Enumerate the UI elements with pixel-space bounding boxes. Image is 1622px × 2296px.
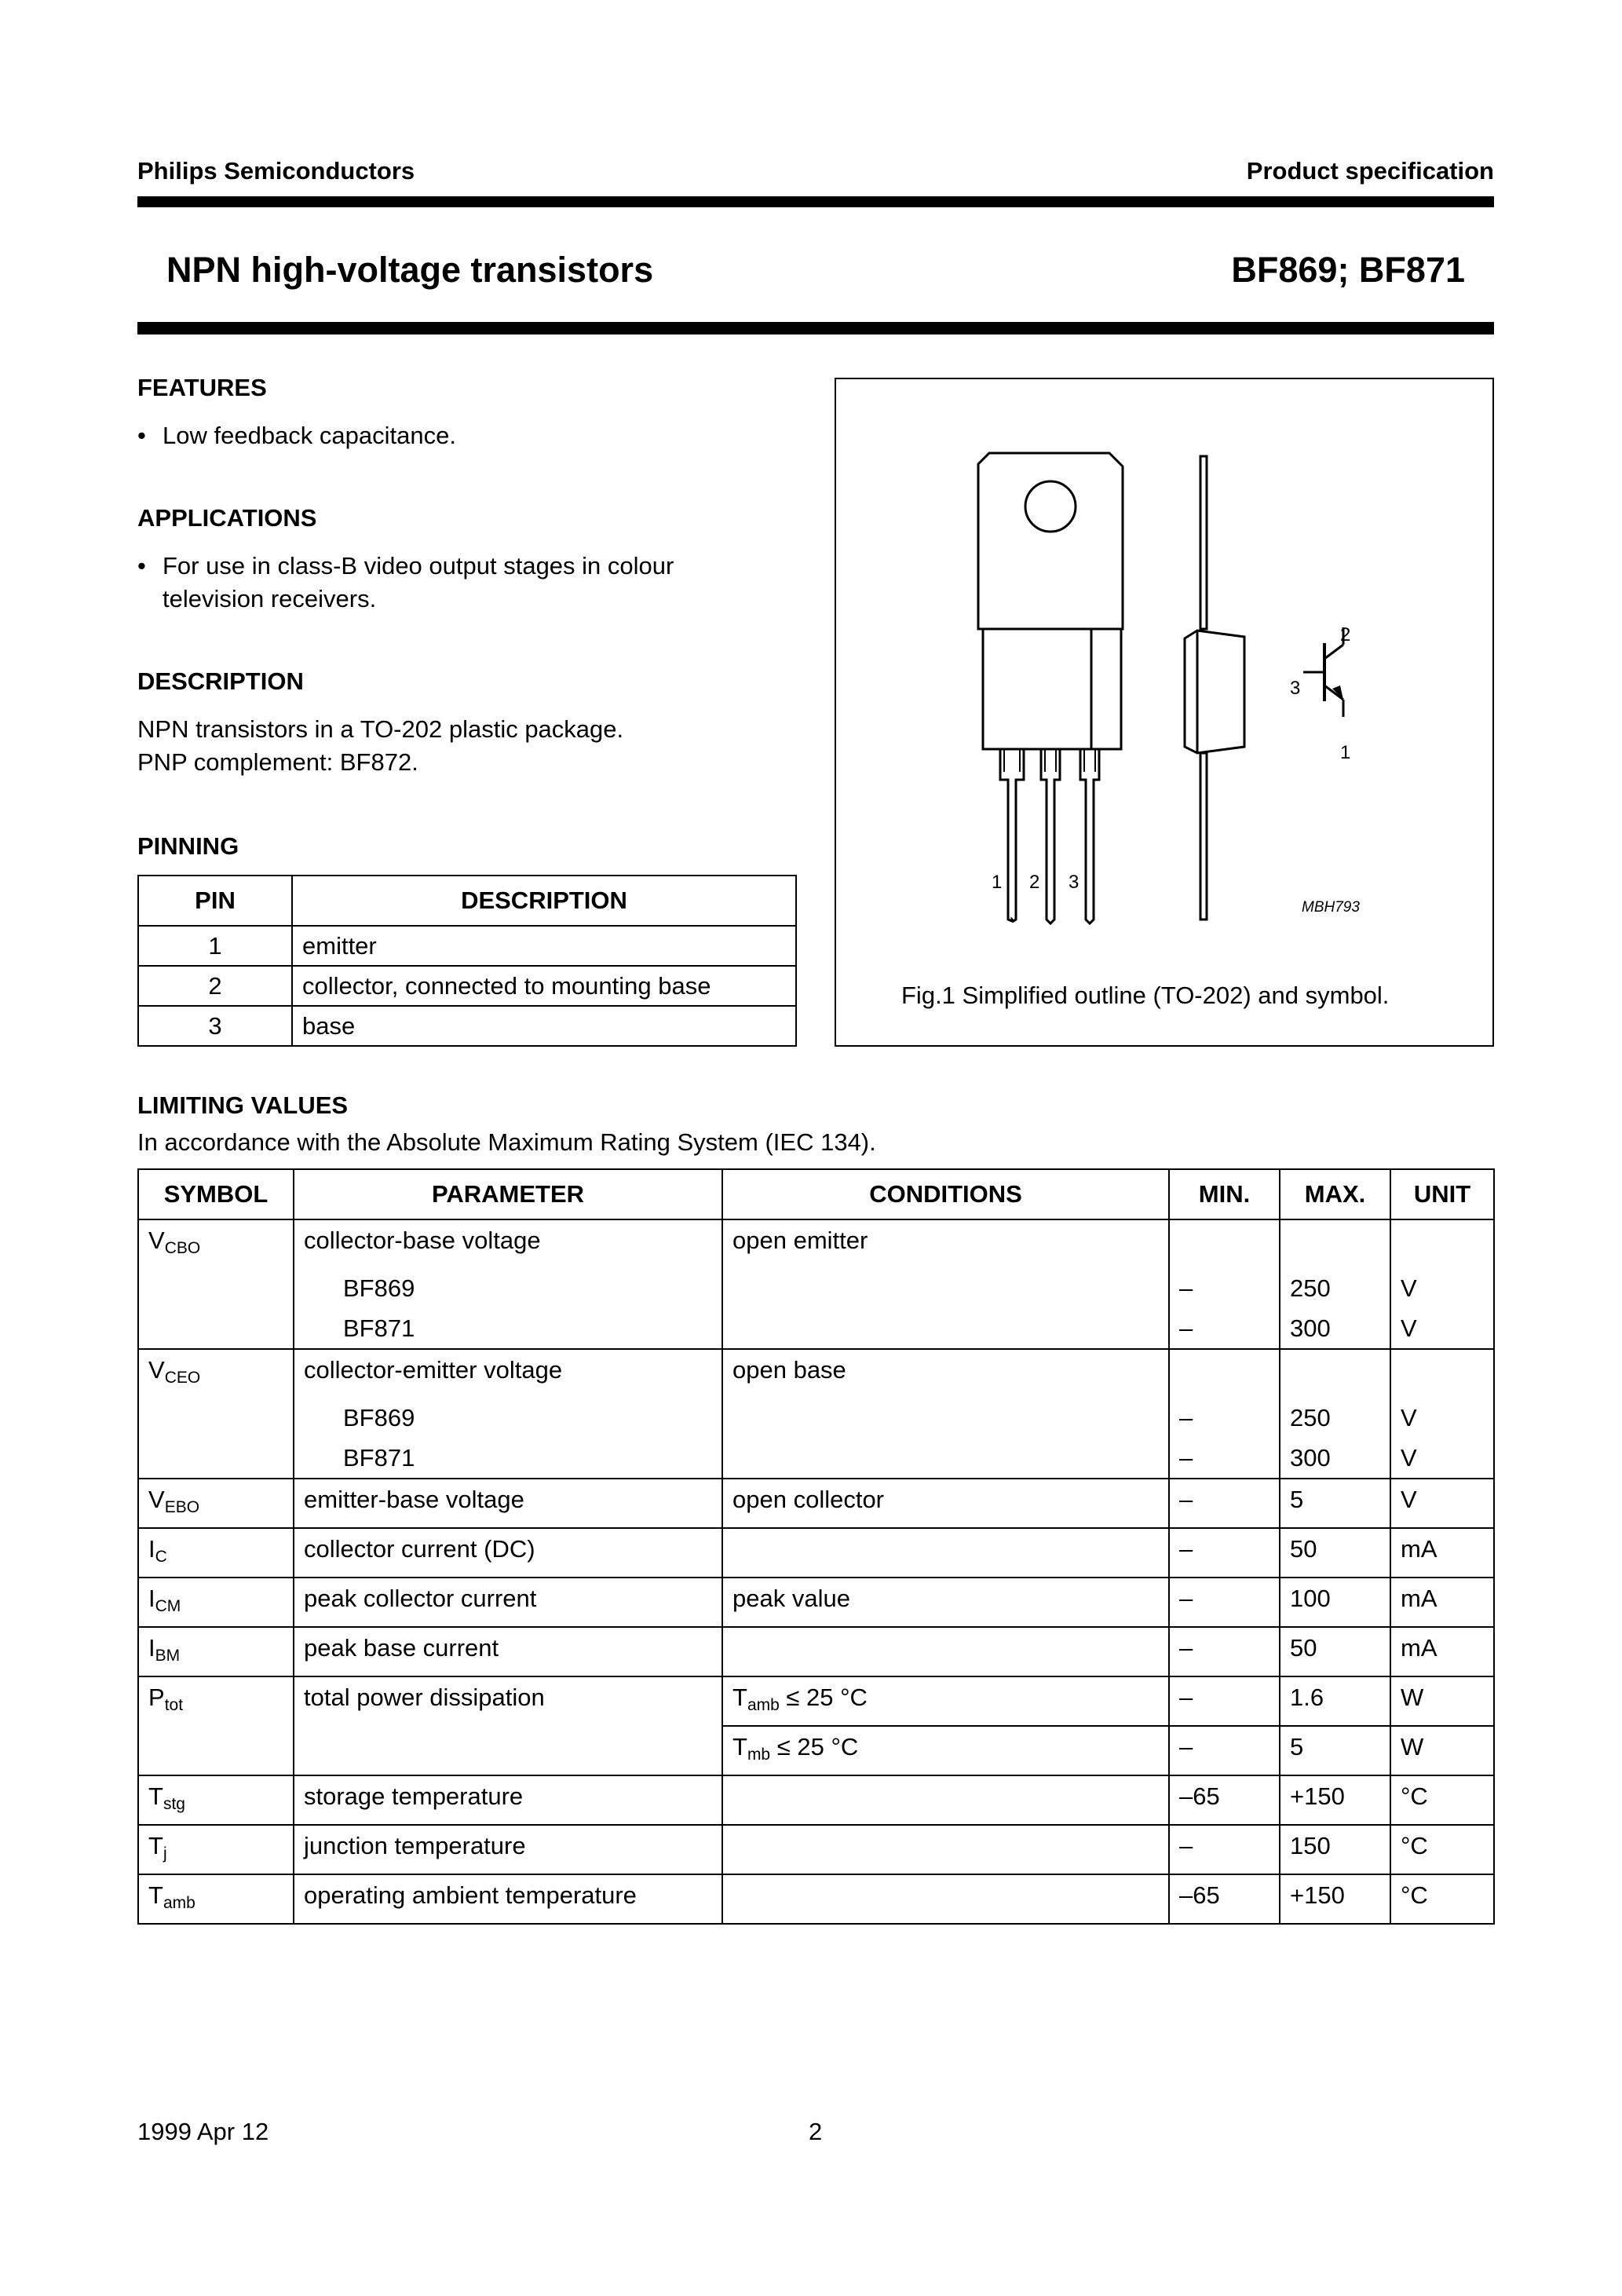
application-text: For use in class-B video output stages in colour television receivers.	[163, 552, 674, 612]
table-row	[138, 1726, 1494, 1775]
parameter-cell: collector-emitter voltage	[294, 1349, 722, 1398]
pin-number: 2	[138, 966, 292, 1006]
limiting-values-intro: In accordance with the Absolute Maximum Rating System (IEC 134).	[137, 1128, 876, 1156]
package-outline-drawing	[835, 378, 1494, 974]
max-cell: +150	[1280, 1874, 1390, 1924]
product-title: NPN high-voltage transistors	[166, 250, 654, 290]
column-header: MAX.	[1280, 1169, 1390, 1219]
unit-cell: V	[1390, 1268, 1494, 1308]
parameter-cell: emitter-base voltage	[294, 1479, 722, 1528]
min-cell: –	[1169, 1825, 1280, 1874]
max-cell: +150	[1280, 1775, 1390, 1825]
bullet-icon: •	[137, 422, 146, 449]
parameter-cell: collector-base voltage	[294, 1219, 722, 1268]
symbol-cell	[138, 1726, 294, 1775]
company-name: Philips Semiconductors	[137, 157, 415, 185]
figure-pin-label: 3	[1069, 872, 1080, 893]
applications-heading: APPLICATIONS	[137, 504, 317, 532]
figure-pin-label: 1	[992, 872, 1003, 893]
table-row	[138, 1874, 1494, 1924]
table-row	[138, 966, 796, 1006]
pin-description: collector, connected to mounting base	[292, 966, 796, 1006]
conditions-cell	[722, 1825, 1169, 1874]
title-rule	[137, 322, 1494, 335]
min-cell: –65	[1169, 1775, 1280, 1825]
conditions-cell	[722, 1308, 1169, 1349]
parameter-cell: peak base current	[294, 1627, 722, 1676]
parameter-cell: operating ambient temperature	[294, 1874, 722, 1924]
figure-caption: Fig.1 Simplified outline (TO-202) and symbol.	[901, 982, 1390, 1009]
unit-cell: V	[1390, 1438, 1494, 1479]
unit-cell: mA	[1390, 1528, 1494, 1578]
table-row	[138, 1006, 796, 1046]
unit-cell: W	[1390, 1726, 1494, 1775]
conditions-cell	[722, 1874, 1169, 1924]
part-numbers: BF869; BF871	[1231, 250, 1465, 290]
header-rule	[137, 196, 1494, 207]
max-cell	[1280, 1219, 1390, 1268]
table-row	[138, 1219, 1494, 1268]
symbol-cell: $V_{EBO}$	[138, 1479, 294, 1528]
conditions-cell	[722, 1438, 1169, 1479]
limiting-values-heading: LIMITING VALUES	[137, 1091, 349, 1119]
max-cell: 1.6	[1280, 1676, 1390, 1726]
column-header: CONDITIONS	[722, 1169, 1169, 1219]
conditions-cell: open emitter	[722, 1219, 1169, 1268]
unit-cell	[1390, 1219, 1494, 1268]
bullet-icon: •	[137, 552, 146, 579]
max-cell: 5	[1280, 1726, 1390, 1775]
symbol-cell	[138, 1398, 294, 1438]
parameter-cell: storage temperature	[294, 1775, 722, 1825]
min-cell: –	[1169, 1528, 1280, 1578]
pin-description: base	[292, 1006, 796, 1046]
symbol-cell: $I_{CM}$	[138, 1578, 294, 1627]
table-row	[138, 1676, 1494, 1726]
symbol-collector-label: 2	[1340, 624, 1351, 645]
symbol-cell: $V_{CBO}$	[138, 1219, 294, 1268]
min-cell: –	[1169, 1398, 1280, 1438]
conditions-cell: peak value	[722, 1578, 1169, 1627]
footer-date: 1999 Apr 12	[137, 2118, 269, 2145]
table-row	[138, 1627, 1494, 1676]
pin-number: 3	[138, 1006, 292, 1046]
document-type: Product specification	[1246, 157, 1494, 185]
symbol-emitter-label: 1	[1340, 742, 1351, 763]
limiting-values-table	[137, 1168, 1495, 1925]
symbol-base-label: 3	[1290, 678, 1301, 699]
unit-cell: W	[1390, 1676, 1494, 1726]
parameter-cell: BF871	[294, 1438, 722, 1479]
max-cell	[1280, 1349, 1390, 1398]
parameter-cell: junction temperature	[294, 1825, 722, 1874]
applications-section	[137, 504, 734, 616]
pinning-heading: PINNING	[137, 832, 239, 860]
parameter-cell: BF871	[294, 1308, 722, 1349]
max-cell: 300	[1280, 1438, 1390, 1479]
min-cell: –65	[1169, 1874, 1280, 1924]
symbol-cell: $T_{stg}$	[138, 1775, 294, 1825]
symbol-cell: $V_{CEO}$	[138, 1349, 294, 1398]
column-header: DESCRIPTION	[292, 876, 796, 926]
min-cell: –	[1169, 1676, 1280, 1726]
table-row	[138, 1308, 1494, 1349]
features-item	[137, 419, 805, 452]
pin-number: 1	[138, 926, 292, 966]
pin-description: emitter	[292, 926, 796, 966]
unit-cell: mA	[1390, 1627, 1494, 1676]
min-cell: –	[1169, 1627, 1280, 1676]
table-row	[138, 1825, 1494, 1874]
min-cell: –	[1169, 1268, 1280, 1308]
parameter-cell	[294, 1726, 722, 1775]
min-cell	[1169, 1219, 1280, 1268]
column-header: SYMBOL	[138, 1169, 294, 1219]
description-line: PNP complement: BF872.	[137, 748, 418, 776]
page-number: 2	[809, 2118, 823, 2145]
symbol-cell	[138, 1268, 294, 1308]
max-cell: 150	[1280, 1825, 1390, 1874]
symbol-cell: $I_C$	[138, 1528, 294, 1578]
conditions-cell: $T_{mb} \le 25$ °C	[722, 1726, 1169, 1775]
min-cell: –	[1169, 1726, 1280, 1775]
table-row	[138, 926, 796, 966]
max-cell: 250	[1280, 1268, 1390, 1308]
unit-cell: °C	[1390, 1825, 1494, 1874]
description-section	[137, 667, 805, 779]
table-row	[138, 1268, 1494, 1308]
unit-cell: °C	[1390, 1775, 1494, 1825]
figure-code: MBH793	[1302, 899, 1360, 916]
min-cell: –	[1169, 1308, 1280, 1349]
feature-text: Low feedback capacitance.	[163, 422, 456, 449]
unit-cell	[1390, 1349, 1494, 1398]
unit-cell: V	[1390, 1479, 1494, 1528]
parameter-cell: BF869	[294, 1268, 722, 1308]
unit-cell: V	[1390, 1308, 1494, 1349]
unit-cell: mA	[1390, 1578, 1494, 1627]
figure-pin-label: 2	[1029, 872, 1040, 893]
min-cell: –	[1169, 1438, 1280, 1479]
table-row	[138, 1528, 1494, 1578]
conditions-cell	[722, 1398, 1169, 1438]
conditions-cell	[722, 1268, 1169, 1308]
conditions-cell: $T_{amb} \le 25$ °C	[722, 1676, 1169, 1726]
conditions-cell: open base	[722, 1349, 1169, 1398]
min-cell: –	[1169, 1578, 1280, 1627]
column-header: PIN	[138, 876, 292, 926]
parameter-cell: BF869	[294, 1398, 722, 1438]
symbol-cell: $P_{tot}$	[138, 1676, 294, 1726]
parameter-cell: peak collector current	[294, 1578, 722, 1627]
table-row	[138, 1578, 1494, 1627]
column-header: PARAMETER	[294, 1169, 722, 1219]
features-heading: FEATURES	[137, 374, 267, 401]
unit-cell: V	[1390, 1398, 1494, 1438]
conditions-cell: open collector	[722, 1479, 1169, 1528]
parameter-cell: total power dissipation	[294, 1676, 722, 1726]
table-header-row	[138, 1169, 1494, 1219]
table-row	[138, 1775, 1494, 1825]
description-line: NPN transistors in a TO-202 plastic package.	[137, 715, 624, 743]
table-row	[138, 1349, 1494, 1398]
max-cell: 50	[1280, 1528, 1390, 1578]
min-cell	[1169, 1349, 1280, 1398]
min-cell: –	[1169, 1479, 1280, 1528]
table-header-row	[138, 876, 796, 926]
parameter-cell: collector current (DC)	[294, 1528, 722, 1578]
max-cell: 100	[1280, 1578, 1390, 1627]
max-cell: 5	[1280, 1479, 1390, 1528]
column-header: MIN.	[1169, 1169, 1280, 1219]
table-row	[138, 1479, 1494, 1528]
column-header: UNIT	[1390, 1169, 1494, 1219]
symbol-cell	[138, 1308, 294, 1349]
description-heading: DESCRIPTION	[137, 667, 304, 695]
unit-cell: °C	[1390, 1874, 1494, 1924]
pinning-table	[137, 875, 797, 1047]
symbol-cell: $T_j$	[138, 1825, 294, 1874]
symbol-cell: $I_{BM}$	[138, 1627, 294, 1676]
max-cell: 50	[1280, 1627, 1390, 1676]
symbol-cell	[138, 1438, 294, 1479]
conditions-cell	[722, 1627, 1169, 1676]
symbol-cell: $T_{amb}$	[138, 1874, 294, 1924]
max-cell: 300	[1280, 1308, 1390, 1349]
applications-item	[137, 550, 734, 616]
table-row	[138, 1438, 1494, 1479]
table-row	[138, 1398, 1494, 1438]
conditions-cell	[722, 1528, 1169, 1578]
max-cell: 250	[1280, 1398, 1390, 1438]
conditions-cell	[722, 1775, 1169, 1825]
features-section	[137, 374, 805, 452]
